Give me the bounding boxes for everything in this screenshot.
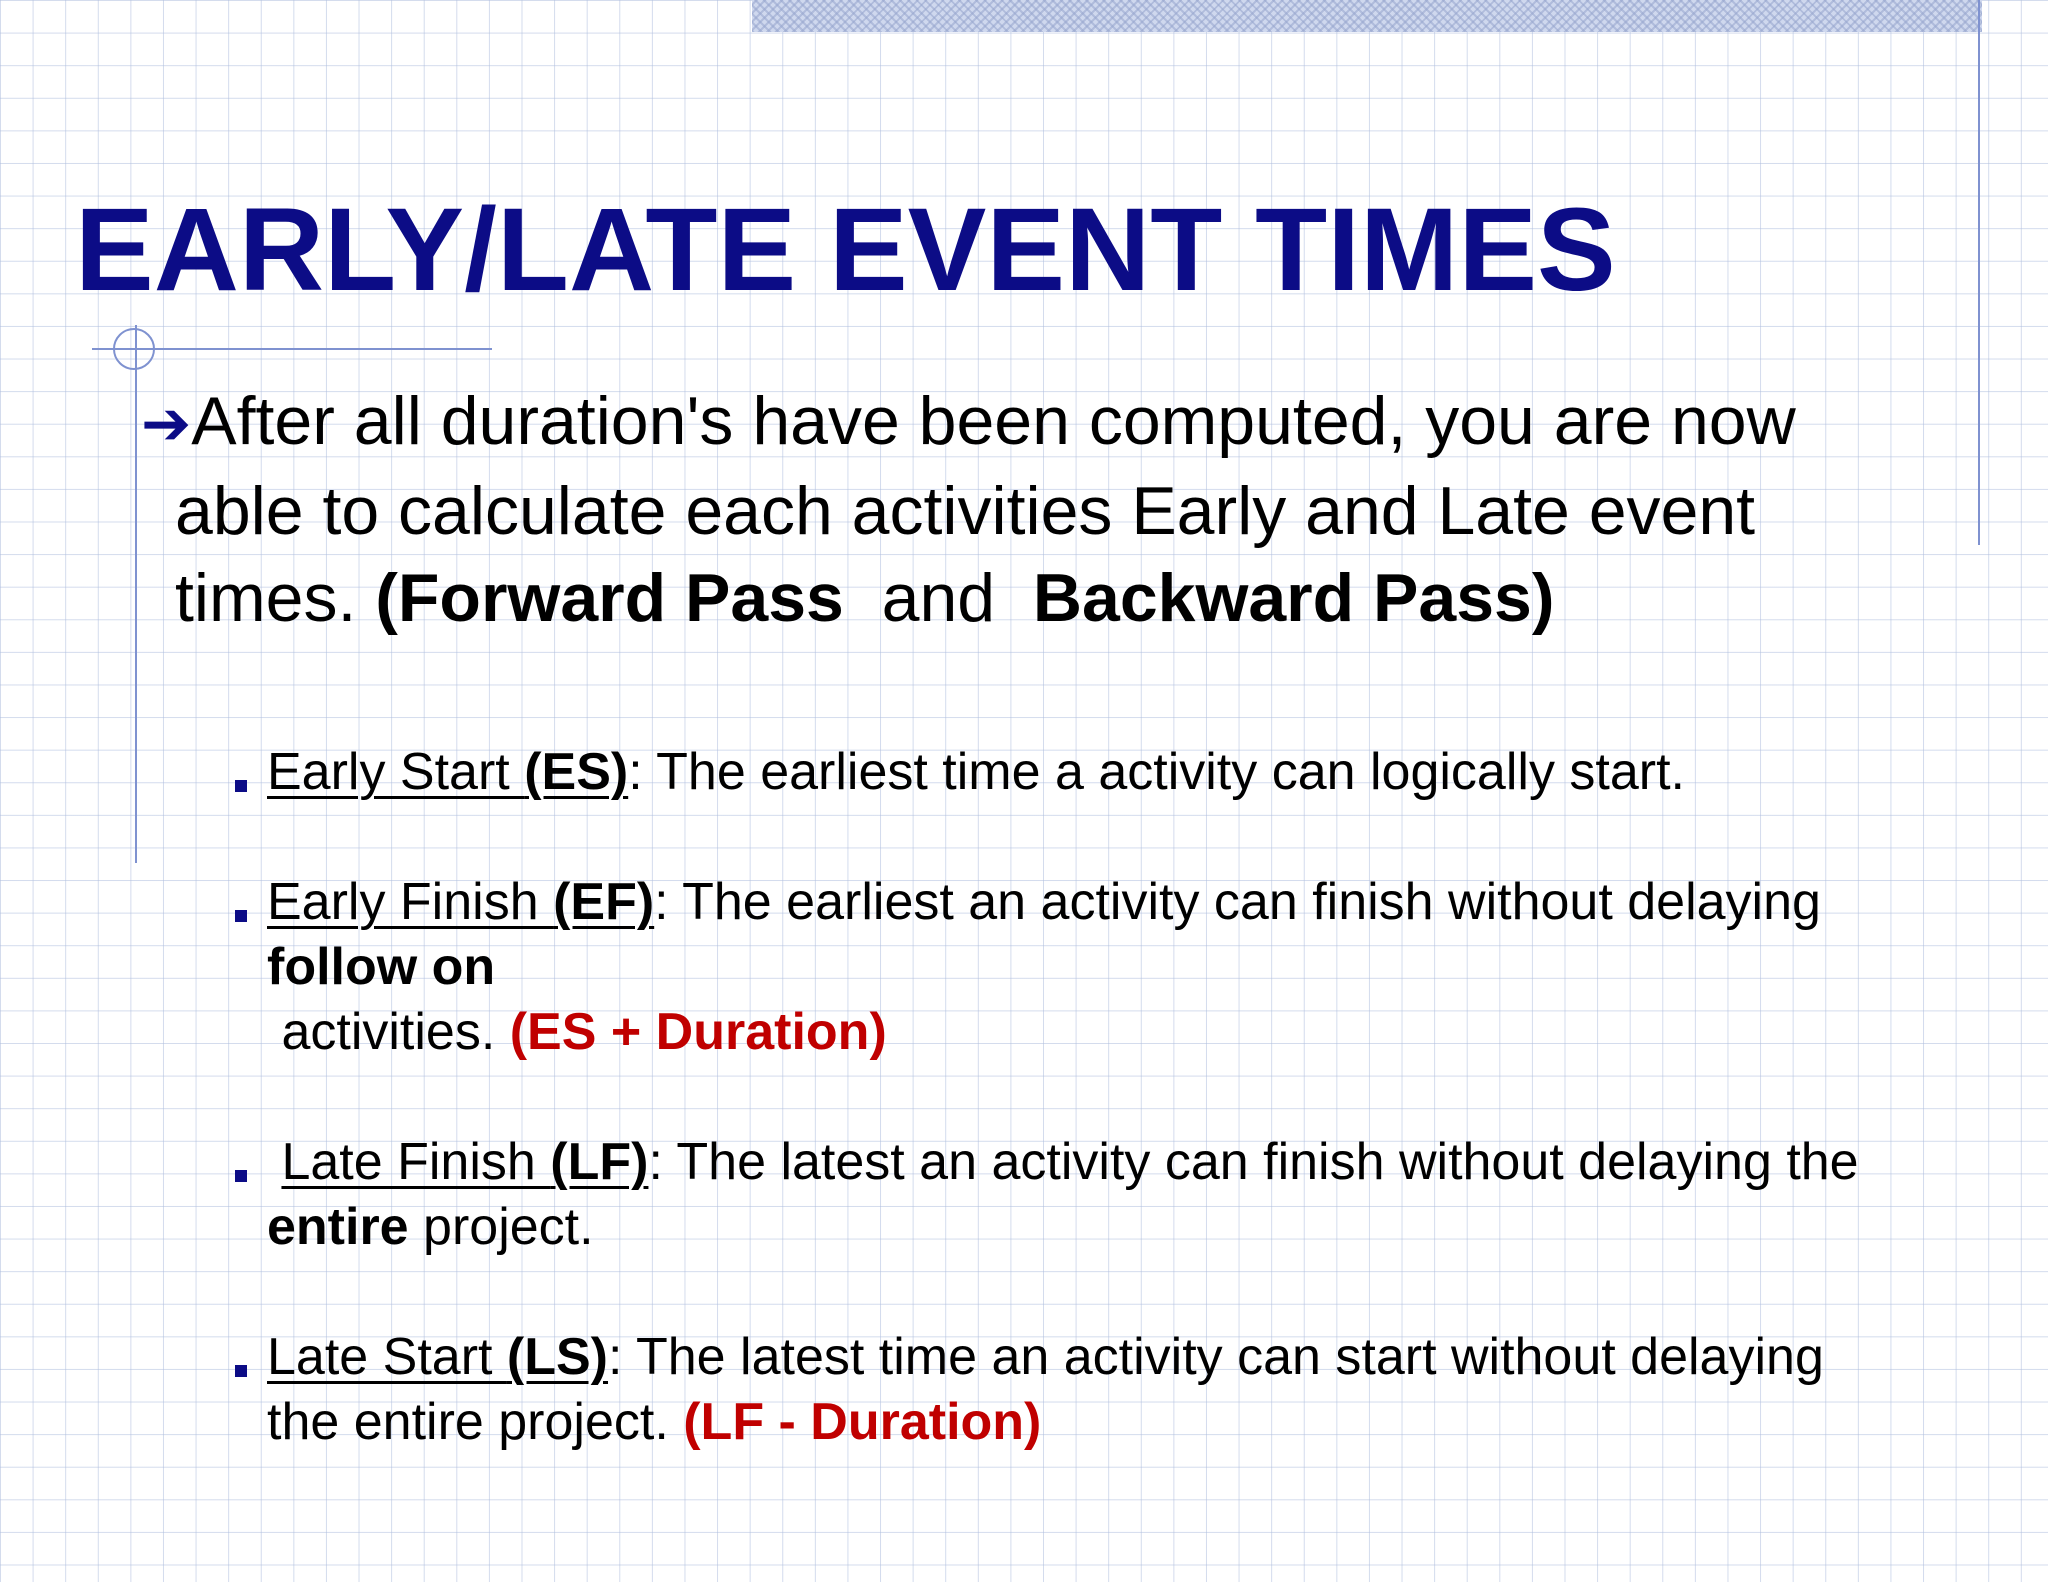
term-definition-bold: entire — [267, 1198, 409, 1256]
bullet-square-icon — [235, 910, 247, 922]
bullet-square-icon — [235, 1170, 247, 1182]
arrow-right-icon: ➔ — [141, 389, 192, 459]
term-definition: : The earliest time a activity can logically start. — [628, 743, 1685, 801]
bullet-square-icon — [235, 780, 247, 792]
slide-title: EARLY/LATE EVENT TIMES — [75, 184, 1616, 316]
term-prefix-space — [267, 1133, 281, 1191]
term-label: Early Start — [267, 743, 525, 801]
term-early-finish — [267, 873, 654, 931]
backward-pass-label: Backward Pass) — [1032, 560, 1555, 636]
term-early-start — [267, 743, 628, 801]
intro-and-text: and — [843, 560, 1033, 636]
decorative-circle-mark — [113, 328, 155, 370]
term-late-start — [267, 1328, 608, 1386]
term-abbr: (LS) — [506, 1328, 609, 1386]
bullet-square-icon — [235, 1365, 247, 1377]
term-late-finish — [281, 1133, 648, 1191]
term-definition-cont: activities. — [267, 1003, 510, 1061]
list-item-early-start — [267, 740, 1967, 805]
decorative-right-rule — [1978, 0, 1980, 545]
intro-paragraph — [141, 378, 1975, 642]
list-item-late-start — [267, 1325, 1967, 1455]
term-definition: : The earliest an activity can finish without delaying — [654, 873, 1821, 931]
forward-pass-label: (Forward Pass — [375, 560, 844, 636]
intro-line-3-plain: times. — [175, 560, 376, 636]
formula-lf-duration: (LF - Duration) — [683, 1393, 1042, 1451]
term-label: Late Start — [267, 1328, 507, 1386]
term-abbr: (EF) — [553, 873, 655, 931]
term-definition-cont: project. — [408, 1198, 594, 1256]
term-definition: : The latest an activity can finish without delaying the — [648, 1133, 1859, 1191]
list-item-late-finish — [267, 1130, 1967, 1260]
term-label: Late Finish — [281, 1133, 551, 1191]
decorative-corner-band — [752, 0, 1982, 32]
term-label: Early Finish — [267, 873, 554, 931]
decorative-left-rule — [135, 325, 137, 863]
list-item-early-finish — [267, 870, 1967, 1065]
formula-es-duration: (ES + Duration) — [509, 1003, 887, 1061]
term-abbr: (ES) — [524, 743, 629, 801]
term-abbr: (LF) — [550, 1133, 649, 1191]
intro-line-2: able to calculate each activities Early and Late event — [175, 473, 1756, 549]
term-definition-bold: follow on — [267, 938, 496, 996]
term-definition: : The latest time an activity can start without delaying — [608, 1328, 1824, 1386]
intro-line-1: After all duration's have been computed, you are now — [191, 383, 1796, 459]
term-definition-cont: the entire project. — [267, 1393, 684, 1451]
